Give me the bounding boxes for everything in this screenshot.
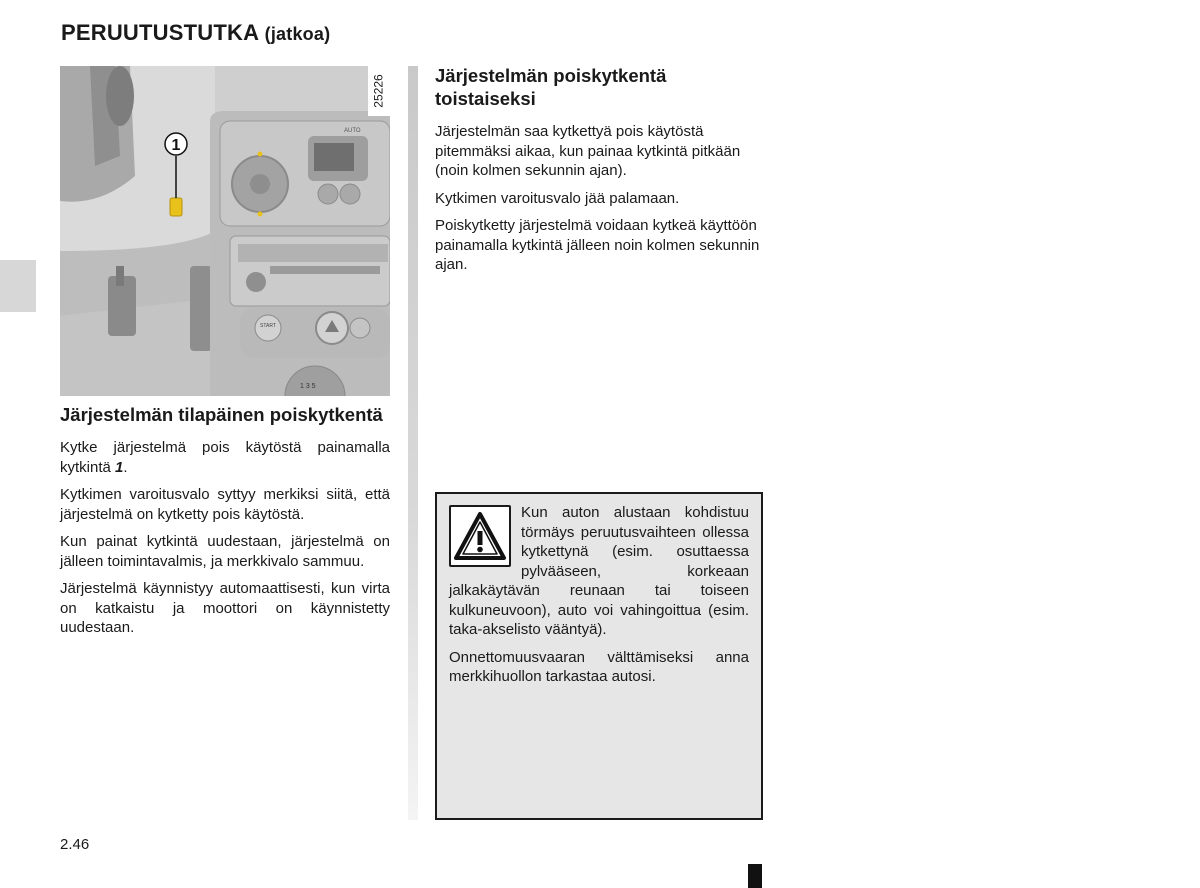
paragraph-1: Kytke järjestelmä pois käytöstä painamalla kytkintä 1. — [60, 439, 390, 476]
paragraph-3: Poiskytketty järjestelmä voidaan kytkeä käyttöön painamalla kytkintä jälleen noin kolmen sekunnin ajan. — [435, 217, 760, 273]
paragraph-3: Kun painat kytkintä uudestaan, järjestelmä on jälleen toimintavalmis, ja merkkivalo sammuu. — [60, 533, 390, 570]
svg-text:START: START — [260, 323, 276, 329]
paragraph-4: Järjestelmä käynnistyy automaattisesti, kun virta on katkaistu ja moottori on käynnistetty uudestaan. — [60, 580, 390, 636]
paragraph-2: Kytkimen varoitusvalo syttyy merkiksi siitä, että järjestelmä on kytketty pois käytöstä. — [60, 486, 390, 523]
switch-callout-number: 1 — [171, 137, 181, 154]
svg-text:1 3 5: 1 3 5 — [300, 383, 316, 390]
paragraph-1: Järjestelmän saa kytkettyä pois käytöstä pitemmäksi aikaa, kun painaa kytkintä pitkään (noin kolmen sekunnin ajan). — [435, 123, 741, 179]
column-divider — [408, 66, 418, 820]
switch-reference: 1 — [115, 458, 124, 476]
warning-paragraph-2: Onnettomuusvaaran välttämiseksi anna merkkihuollon tarkastaa autosi. — [449, 648, 749, 685]
warning-paragraph-1: Kun auton alustaan kohdistuu törmäys peruutusvaihteen ollessa kytkettynä (esim. osuttaessa pylvääseen, korkeaan jalkakäytävän reunaan tai toiseen kulkuneuvoon), auto voi vahingoittua (esim. taka-akselisto vääntyä). — [449, 504, 749, 638]
page-subtitle: (jatkoa) — [264, 24, 331, 44]
figure-code: 25226 — [368, 66, 390, 116]
warning-box — [435, 492, 763, 820]
edge-marker — [748, 864, 762, 888]
warning-triangle-icon — [449, 505, 511, 567]
permanent-deactivation-section — [435, 64, 765, 283]
page-number: 2.46 — [60, 836, 90, 853]
dashboard-illustration — [60, 66, 390, 396]
svg-text:AUTO: AUTO — [344, 128, 361, 134]
temporary-deactivation-section — [60, 403, 390, 646]
section-tab — [0, 260, 36, 312]
section-heading: Järjestelmän poiskytkentä toistaiseksi — [435, 65, 667, 109]
section-heading: Järjestelmän tilapäinen poiskytkentä — [60, 404, 383, 425]
paragraph-2: Kytkimen varoitusvalo jää palamaan. — [435, 189, 680, 207]
page-title: PERUUTUSTUTKA (jatkoa) — [61, 20, 331, 45]
